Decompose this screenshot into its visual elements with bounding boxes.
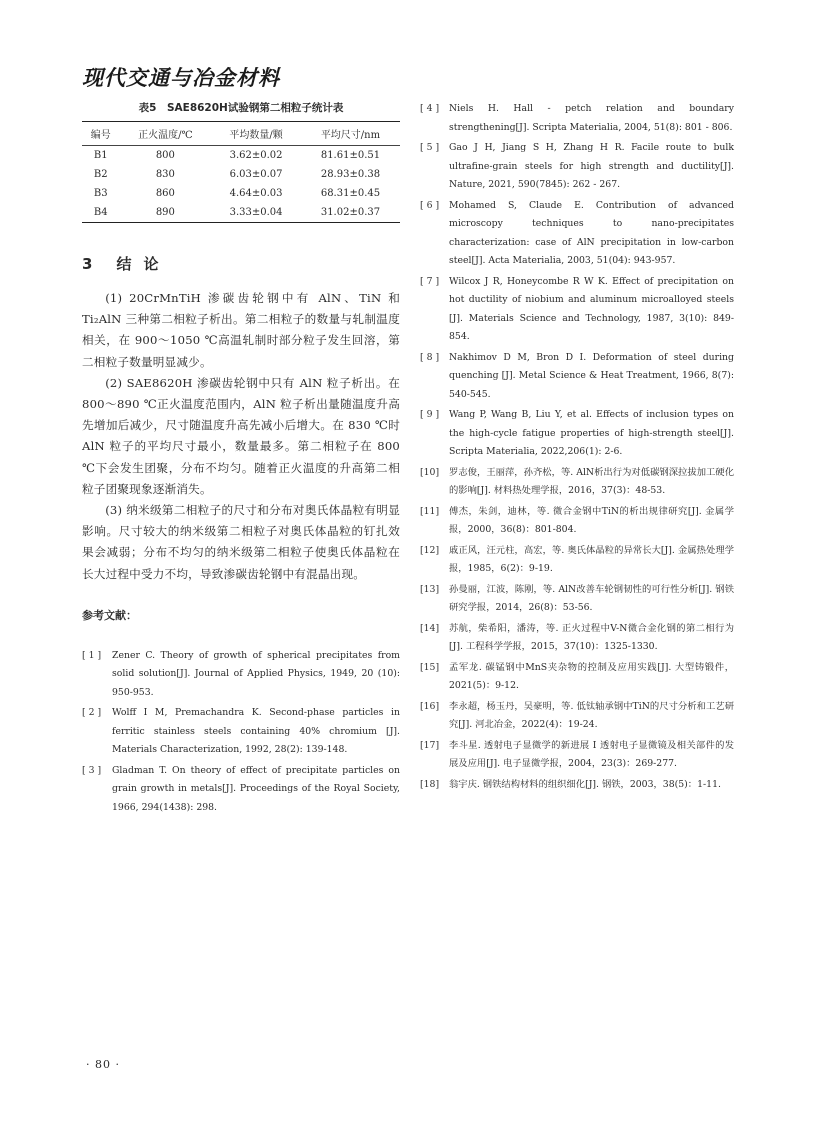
- reference-text: Gao J H, Jiang S H, Zhang H R. Facile route to bulk ultrafine-grain steels for high strength and ductility[J]. Nature, 2021, 590(7845): 262 - 267.: [449, 142, 734, 190]
- section-title: 结论: [116, 255, 171, 273]
- reference-number: [ 9 ]: [420, 409, 440, 420]
- conclusion-paragraph: (1) 20CrMnTiH 渗碳齿轮钢中有 AlN、TiN 和 Ti₂AlN 三种第二相粒子析出。第二相粒子的数量与轧制温度相关，在 900～1050 ℃高温轧制时部分粒子发生回溶，第二相粒子数量明显减少。: [82, 291, 400, 369]
- reference-text: 戚正风，汪元柱，高宏，等. 奥氏体晶粒的异常长大[J]. 金属热处理学报，1985，6(2)：9-19.: [449, 544, 734, 574]
- reference-number: [ 6 ]: [420, 199, 440, 211]
- reference-text: Wang P, Wang B, Liu Y, et al. Effects of inclusion types on the high-cycle fatigue properties of high-strength steel[J]. Scripta Materialia, 2022,206(1): 2-6.: [449, 409, 734, 457]
- reference-item: [420, 197, 734, 271]
- reference-item: [420, 406, 734, 462]
- reference-number: [ 3 ]: [82, 764, 102, 776]
- reference-item: [420, 139, 734, 195]
- table-cell: 830: [155, 169, 175, 180]
- reference-text: Nakhimov D M, Bron D I. Deformation of steel during quenching [J]. Metal Science & Heat Treatment, 1966, 8(7): 540-545.: [449, 351, 734, 400]
- reference-item: [420, 464, 734, 501]
- reference-item: [420, 581, 734, 618]
- reference-text: 李永超，杨玉丹，吴豪明，等. 低钛轴承钢中TiN的尺寸分析和工艺研究[J]. 河北冶金，2022(4)：19-24.: [449, 700, 734, 730]
- section-number: 3: [82, 255, 95, 273]
- table-cell: B4: [82, 203, 120, 223]
- table-header-row: [82, 122, 400, 146]
- table-cell: 3.62±0.02: [229, 150, 283, 161]
- reference-number: [ 2 ]: [82, 707, 102, 719]
- reference-item: [420, 620, 734, 657]
- table-cell: B3: [93, 188, 108, 199]
- reference-number: [11]: [420, 505, 440, 517]
- table-cell: B1: [93, 150, 108, 161]
- table-header-cell: 平均数量/颗: [211, 122, 301, 146]
- reference-text: Gladman T. On theory of effect of precipitate particles on grain growth in metals[J]. Proceedings of the Royal Society, 1966, 294(1438): 298.: [112, 764, 400, 813]
- table-cell: 890: [120, 203, 212, 223]
- reference-number: [16]: [420, 700, 440, 712]
- table-cell: 28.93±0.38: [320, 169, 381, 180]
- reference-item: [420, 273, 734, 347]
- reference-number: [10]: [420, 466, 440, 478]
- table-row: [82, 184, 400, 203]
- table-cell: 4.64±0.03: [229, 188, 283, 199]
- reference-number: [ 4 ]: [420, 103, 440, 114]
- reference-number: [ 5 ]: [420, 142, 440, 153]
- reference-item: [420, 698, 734, 735]
- reference-text: Zener C. Theory of growth of spherical precipitates from solid solution[J]. Journal of Applied Physics, 1949, 20 (10): 950-953.: [112, 649, 400, 698]
- reference-text: Wolff I M, Premachandra K. Second-phase particles in ferritic stainless steels containing 40% chromium [J]. Materials Characterization, 1992, 28(2): 139-148.: [112, 707, 400, 756]
- reference-item: [420, 542, 734, 579]
- reference-text: 翁宇庆. 钢铁结构材料的组织细化[J]. 钢铁，2003，38(5)：1-11.: [449, 778, 721, 790]
- left-column: [82, 100, 400, 819]
- reference-number: [12]: [420, 544, 440, 556]
- reference-item: [82, 762, 400, 818]
- reference-item: [420, 100, 734, 137]
- conclusion-paragraph: (3) 纳米级第二相粒子的尺寸和分布对奥氏体晶粒有明显影响。尺寸较大的纳米级第二相粒子对奥氏体晶粒的钉扎效果会减弱；分布不均匀的纳米级第二相粒子使奥氏体晶粒在长大过程中受力不均，导致渗碳齿轮钢中有混晶出现。: [82, 503, 400, 581]
- table-cell: 81.61±0.51: [320, 150, 381, 161]
- reference-text: 傅杰，朱剑，迪林，等. 微合金钢中TiN的析出规律研究[J]. 金属学报，2000，36(8)：801-804.: [449, 505, 734, 535]
- reference-item: [82, 704, 400, 760]
- table-cell: 31.02±0.37: [301, 203, 400, 223]
- reference-item: [420, 776, 734, 795]
- table-row: [82, 146, 400, 166]
- statistics-table: [82, 121, 400, 223]
- references-list-right: [420, 100, 734, 794]
- table-cell: 800: [155, 150, 175, 161]
- reference-text: Mohamed S, Claude E. Contribution of advanced microscopy techniques to nano-precipitates characterization: case of AlN precipitation in low-carbon steel[J]. Acta Materialia, 2003, 51(04): 943-957.: [449, 199, 734, 266]
- reference-item: [420, 737, 734, 774]
- table-header-cell: 正火温度/℃: [120, 122, 212, 146]
- reference-number: [ 7 ]: [420, 275, 440, 287]
- table-row: [82, 165, 400, 184]
- page-number: · 80 ·: [86, 1058, 120, 1071]
- reference-item: [82, 647, 400, 703]
- table-cell: 68.31±0.45: [320, 188, 381, 199]
- table-cell: B2: [93, 169, 108, 180]
- reference-number: [18]: [420, 778, 440, 790]
- reference-number: [14]: [420, 622, 440, 634]
- reference-number: [13]: [420, 583, 440, 595]
- table-header-cell: 平均尺寸/nm: [301, 122, 400, 146]
- references-list-left: [82, 647, 400, 818]
- reference-number: [ 8 ]: [420, 351, 440, 363]
- conclusion-paragraph: (2) SAE8620H 渗碳齿轮钢中只有 AlN 粒子析出。在 800～890 ℃正火温度范围内，AlN 粒子析出量随温度升高先增加后减少，尺寸随温度升高先减小后增大。在 830 ℃时 AlN 粒子的平均尺寸最小，数量最多。第二相粒子在 800 ℃下会发生团聚，分布不均匀。随着正火温度的升高第二相粒子团聚现象逐渐消失。: [82, 375, 400, 496]
- right-column: [420, 100, 734, 796]
- reference-text: 苏航，柴希阳，潘涛，等. 正火过程中V-N微合金化钢的第二相行为[J]. 工程科学学报，2015，37(10)：1325-1330.: [449, 622, 734, 652]
- reference-item: [420, 659, 734, 696]
- reference-item: [420, 349, 734, 405]
- table-cell: 3.33±0.04: [211, 203, 301, 223]
- table-header-cell: 编号: [82, 122, 120, 146]
- reference-text: 李斗星. 透射电子显微学的新进展 Ⅰ 透射电子显微镜及相关部件的发展及应用[J]. 电子显微学报，2004，23(3)：269-277.: [449, 739, 734, 769]
- reference-number: [15]: [420, 661, 440, 673]
- reference-text: 罗志俊，王丽萍，孙齐松，等. AlN析出行为对低碳钢深拉拔加工硬化的影响[J]. 材料热处理学报，2016，37(3)：48-53.: [449, 466, 734, 496]
- reference-number: [17]: [420, 739, 440, 751]
- reference-text: 孟军龙. 碳锰钢中MnS夹杂物的控制及应用实践[J]. 大型铸锻件，2021(5)：9-12.: [449, 661, 734, 691]
- section-heading: [82, 253, 400, 274]
- journal-logo: 现代交通与冶金材料: [82, 65, 280, 90]
- references-heading: 参考文献：: [82, 608, 137, 622]
- table-caption: 表5 SAE8620H试验钢第二相粒子统计表: [138, 102, 344, 114]
- reference-text: 孙曼丽，江波，陈刚，等. AlN改善车轮钢韧性的可行性分析[J]. 钢铁研究学报，2014，26(8)：53-56.: [449, 583, 734, 613]
- table-cell: 860: [155, 188, 175, 199]
- reference-text: Niels H. Hall - petch relation and boundary strengthening[J]. Scripta Materialia, 2004, 51(8): 801 - 806.: [449, 103, 734, 133]
- table-cell: 6.03±0.07: [229, 169, 283, 180]
- reference-item: [420, 503, 734, 540]
- reference-text: Wilcox J R, Honeycombe R W K. Effect of precipitation on hot ductility of niobium and aluminum microalloyed steels [J]. Materials Science and Technology, 1987, 3(10): 849-854.: [449, 275, 734, 342]
- table-row: [82, 203, 400, 223]
- reference-number: [ 1 ]: [82, 649, 102, 661]
